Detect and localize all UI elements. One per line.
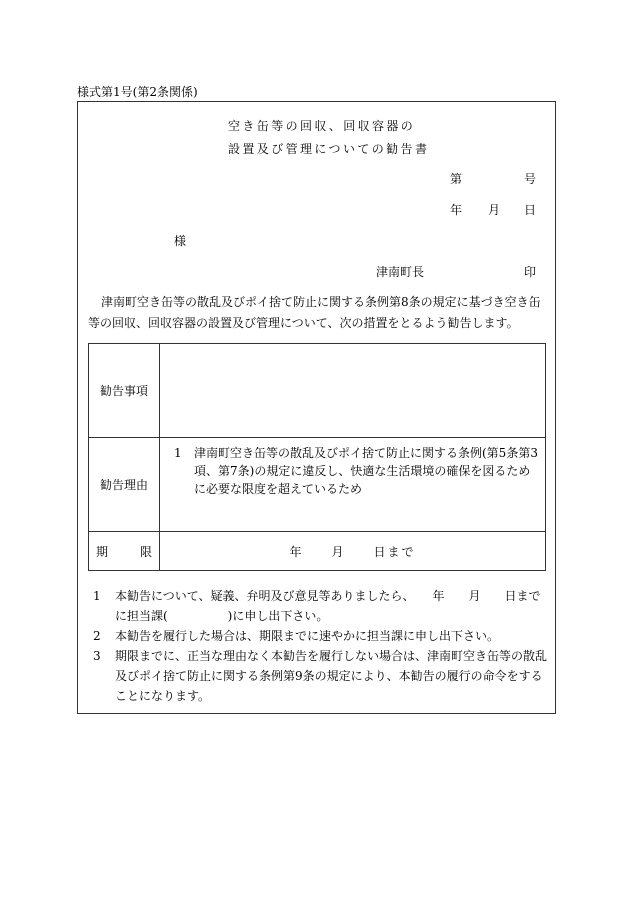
note-number: 1 <box>93 589 101 603</box>
note-text: 本勧告を履行した場合は、期限までに速やかに担当課に申し出下さい。 <box>115 629 500 643</box>
notes-list <box>93 586 551 706</box>
deadline-value: 年 月 日まで <box>160 532 546 571</box>
document-number-suffix: 号 <box>524 172 537 186</box>
document-number-prefix: 第 <box>450 172 463 186</box>
document-title-line-2: 設置及び管理についての勧告書 <box>228 142 430 156</box>
note-number: 2 <box>93 629 101 643</box>
list-item <box>93 646 551 706</box>
note-text: 本勧告について、疑義、弁明及び意見等ありましたら、 年 月 日までに担当課( )に申し出下さい。 <box>115 589 541 623</box>
table-row-reason <box>89 438 546 532</box>
date-day-label: 日 <box>524 203 537 217</box>
deadline-label-cell <box>89 532 160 571</box>
document-title-line-1: 空き缶等の回収、回収容器の <box>228 119 416 133</box>
deadline-label: 期限 <box>96 544 152 559</box>
table-row-matter <box>89 344 546 438</box>
recommendation-form <box>77 101 556 714</box>
date-month-label: 月 <box>488 203 501 217</box>
date-year-label: 年 <box>450 203 463 217</box>
matter-label: 勧告事項 <box>89 344 160 438</box>
reason-label: 勧告理由 <box>89 438 160 532</box>
reason-item-text: 津南町空き缶等の散乱及びポイ捨て防止に関する条例(第5条第3項、第7条)の規定に違反し、快適な生活環境の確保を図るために必要な限度を超えているため <box>194 446 538 496</box>
table-row-deadline <box>89 532 546 571</box>
matter-value <box>160 344 546 438</box>
recommendation-table <box>88 343 546 571</box>
issuer-name: 津南町長 <box>376 265 425 279</box>
addressee-honorific: 様 <box>174 234 187 248</box>
note-text: 期限までに、正当な理由なく本勧告を履行しない場合は、津南町空き缶等の散乱及びポイ捨て防止に関する条例第9条の規定により、本勧告の履行の命令をすることになります。 <box>115 649 548 703</box>
reason-value <box>160 438 546 532</box>
reason-item-number: 1 <box>174 446 182 460</box>
list-item <box>93 626 551 646</box>
intro-paragraph: 津南町空き缶等の散乱及びポイ捨て防止に関する条例第8条の規定に基づき空き缶等の回収、回収容器の設置及び管理について、次の措置をとるよう勧告します。 <box>88 295 541 330</box>
form-number: 様式第1号(第2条関係) <box>77 85 198 99</box>
note-number: 3 <box>93 649 101 663</box>
seal-mark: 印 <box>524 265 537 279</box>
list-item <box>93 586 551 626</box>
